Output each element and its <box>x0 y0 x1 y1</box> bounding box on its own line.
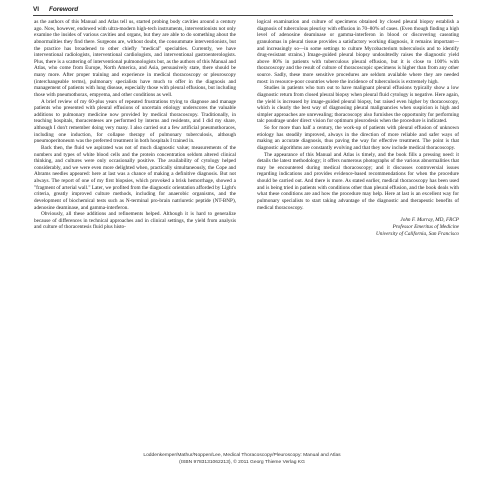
page-footer <box>0 452 484 466</box>
footer-citation: Loddenkemper/Mathur/Noppen/Lee, Medical Thoracoscopy/Pleuroscopy: Manual and Atlas <box>143 453 341 458</box>
page-number: VI <box>33 6 40 13</box>
paragraph: A brief review of my 60-plus years of repeated frustrations trying to diagnose and manage patients who presented with pleural effusions of uncertain etiology underscores the valuable additions to pulmonary medicine now provided by medical thoracoscopy. Traditionally, in teaching hospitals, thoracenteses are performed by interns and residents, and I did my share, although I don't remember doing very many. I also carried out a few artificial pneumothoraces, including one induction, for collapse therapy of pulmonary tuberculosis, although pneumoperitoneum was the preferred treatment in both hospitals I trained in. <box>34 98 236 145</box>
section-title: Foreword <box>49 6 79 13</box>
footer-copyright: (ISBN 9783131062213), © 2011 Georg Thieme Verlag KG <box>179 460 305 465</box>
paragraph: as the authors of this Manual and Atlas tell us, started probing body cavities around a century ago. Now, however, endowed with ultra-modern high-tech instruments, interventionists not only examine the insides of various cavities and organs, but they are able to do something about the abnormalities they find there. Surgeons are, without doubt, the consummate interventionists, but the practice has broadened to other chiefly "medical" specialties. Currently, we have interventional radiologists, interventional cardiologists, and interventional gastroenterologists. Plus, there is a scattering of interventional pulmonologists but, as the authors of this Manual and Atlas, who come from Europe, North America, and Asia, persuasively state, there should be many more. After proper training and experience in medical thoracoscopy or pleuroscopy (interchangeable terms), pulmonary specialists have much to offer in the diagnosis and management of patients with lung disease, especially those with pleural effusions, but including those with pneumothorax, empyema, and other conditions as well. <box>34 19 236 98</box>
paragraph: Back then, the fluid we aspirated was not of much diagnostic value; measurements of the numbers and types of white blood cells and the protein concentration seldom altered clinical thinking, and cultures were only occasionally positive. The availability of cytology helped considerably, and we were even more delighted when, practically simultaneously, the Cope and Abrams needles appeared: here at last was a chance of making a definitive diagnosis. But not always. The report of one of my first biopsies, which provoked a brisk hemorrhage, showed a "fragment of arterial wall." Later, we profited from the diagnostic orientation afforded by Light's criteria, greatly improved culture methods, including for anaerobic organisms, and the development of biochemical tests such as N-terminal pro-brain natriuretic peptide (NT-BNP), adenosine deaminase, and gamma-interferon. <box>34 144 236 211</box>
signature-block <box>257 217 459 237</box>
left-column <box>34 19 236 231</box>
author-title: Professor Emeritus of Medicine <box>392 223 459 230</box>
paragraph: The appearance of this Manual and Atlas is timely, and the book fills a pressing need: it details the latest methodology; it offers numerous photographs of the various abnormalities that may be encountered during medical thoracoscopy; and it discusses controversial issues regarding indications and provides evidence-based recommendations for when the procedure should be carried out. And there is more. As stated earlier, medical thoracoscopy has been used and is being tried in patients with conditions other than pleural effusion, and the book deals with what these conditions are and how the procedure may help. Here at last is an excellent way for pulmonary specialists to start taking advantage of the diagnostic and therapeutic benefits of medical thoracoscopy. <box>257 151 459 211</box>
author-affiliation: University of California, San Francisco <box>375 230 459 237</box>
paragraph: logical examination and culture of specimens obtained by closed pleural biopsy establish a diagnosis of tuberculous pleurisy with effusion in 70–80% of cases. (Even though finding a high level of adenosine deaminase or gamma-interferon in blood or discovering caseating granulomas in pleural tissue provides a satisfactory working diagnosis, it remains important—and increasingly so—in some settings to culture Mycobacterium tuberculosis and to identify drug-resistant strains.) Image-guided pleural biopsy undoubtedly raises the diagnostic yield above 80% in patients with tuberculous pleural effusion, but it is close to 100% with thoracoscopy and the result of culture of thoracoscopic specimens is higher than from any other source. Sadly, these more sensitive procedures are seldom available where they are needed most: in resource-poor countries where the incidence of tuberculosis is extremely high. <box>257 19 459 85</box>
paragraph: So for more than half a century, the work-up of patients with pleural effusion of unknown etiology has steadily improved, always in the direction of more reliable and safer ways of making an accurate diagnosis, thus paving the way for effective treatment. The point is that diagnostic algorithms are constantly evolving and that they now include medical thoracoscopy. <box>257 125 459 151</box>
paragraph: Studies in patients who turn out to have malignant pleural effusions typically show a low diagnostic return from closed pleural biopsy when pleural fluid cytology is negative. Here again, the yield is increased by image-guided pleural biopsy, but raised even higher by thoracoscopy, which is clearly the best way of diagnosing pleural malignancies when suspicion is high and simpler approaches are unrevealing; thoracoscopy also furnishes the opportunity for performing talc poudrage under direct vision for optimum pleurodesis when the procedure is indicated. <box>257 85 459 125</box>
right-column <box>257 19 459 238</box>
author-name: John F. Murray, MD, FRCP <box>400 217 459 224</box>
paragraph: Obviously, all these additions and refinements helped. Although it is hard to generalize because of differences in technical approaches and in clinical settings, the yield from analysis and culture of thoracentesis fluid plus histo- <box>34 211 236 231</box>
header-rule <box>33 15 453 16</box>
